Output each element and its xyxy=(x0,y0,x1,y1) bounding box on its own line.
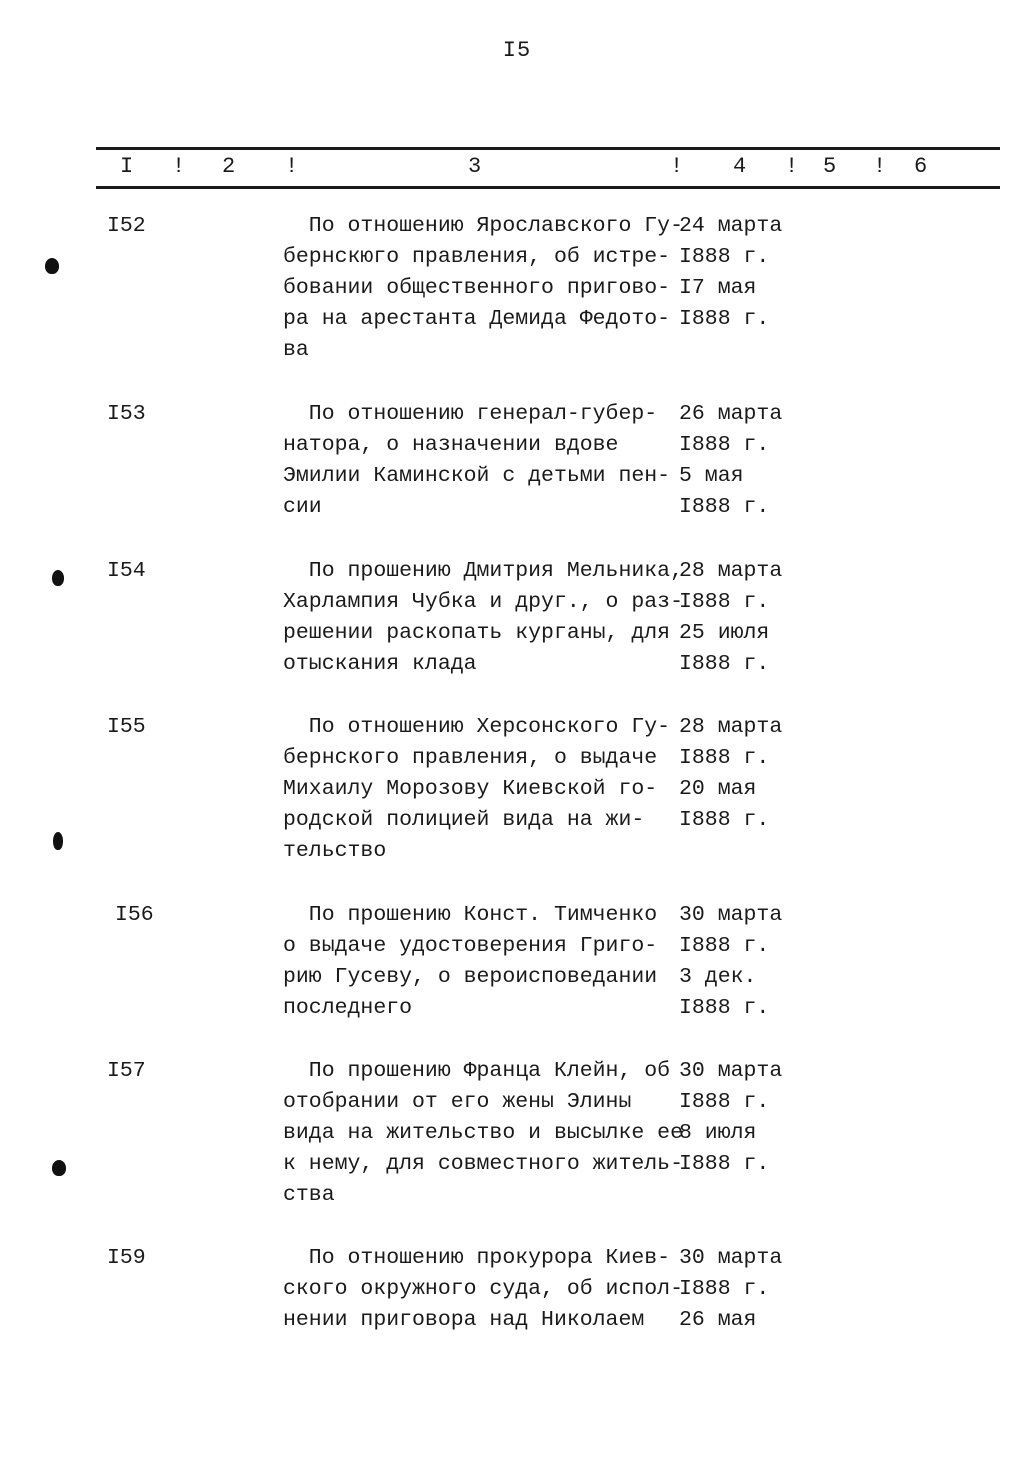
entry-date: I888 г. xyxy=(679,996,770,1020)
entry-text-line: По прошению Дмитрия Мельника, xyxy=(283,559,683,583)
entry-text-line: отыскания клада xyxy=(283,652,477,676)
entry-date: I888 г. xyxy=(679,1090,770,1114)
column-header-4: 4 xyxy=(733,154,747,179)
entry-date: 28 марта xyxy=(679,715,783,739)
entry-text-line: тельство xyxy=(283,839,387,863)
entry-date: 8 июля xyxy=(679,1121,757,1145)
binding-hole-mark xyxy=(52,570,64,586)
binding-hole-mark xyxy=(53,832,63,850)
entry-date: I888 г. xyxy=(679,590,770,614)
entry-text-line: нении приговора над Николаем xyxy=(283,1308,645,1332)
entry-text-line: По отношению прокурора Киев- xyxy=(283,1246,671,1270)
header-bottom-rule xyxy=(96,186,1000,189)
entry-text-line: По отношению генерал-губер- xyxy=(283,402,658,426)
entry-date: I888 г. xyxy=(679,934,770,958)
entry-date: 28 марта xyxy=(679,559,783,583)
entry-text-line: вида на жительство и высылке ее xyxy=(283,1121,683,1145)
entry-date: 26 мая xyxy=(679,1308,757,1332)
entry-text-line: По отношению Ярославского Гу- xyxy=(283,214,683,238)
entry-number: I56 xyxy=(115,903,154,927)
column-separator: ! xyxy=(285,154,299,179)
entry-number: I52 xyxy=(107,214,146,238)
entry-date: I888 г. xyxy=(679,245,770,269)
column-header-3: 3 xyxy=(468,154,482,179)
entry-number: I55 xyxy=(107,715,146,739)
entry-text-line: бернскюго правления, об истре- xyxy=(283,245,671,269)
entry-text-line: к нему, для совместного житель- xyxy=(283,1152,683,1176)
entry-text-line: ра на арестанта Демида Федото- xyxy=(283,307,671,331)
column-header-2: 2 xyxy=(222,154,236,179)
entry-text-line: решении раскопать курганы, для xyxy=(283,621,671,645)
column-separator: ! xyxy=(785,154,799,179)
entry-text-line: последнего xyxy=(283,996,413,1020)
entry-number: I54 xyxy=(107,559,146,583)
table-header xyxy=(0,154,1024,182)
entry-date: 30 марта xyxy=(679,903,783,927)
entry-number: I53 xyxy=(107,402,146,426)
column-separator: ! xyxy=(873,154,887,179)
entry-date: I888 г. xyxy=(679,746,770,770)
entry-date: 25 июля xyxy=(679,621,770,645)
entry-date: 5 мая xyxy=(679,464,744,488)
entry-date: I888 г. xyxy=(679,307,770,331)
entry-text-line: родской полицией вида на жи- xyxy=(283,808,645,832)
entry-text-line: бовании общественного пригово- xyxy=(283,276,671,300)
entry-text-line: По прошению Франца Клейн, об xyxy=(283,1059,671,1083)
entry-text-line: сии xyxy=(283,495,322,519)
column-header-1: I xyxy=(120,154,134,179)
binding-hole-mark xyxy=(52,1160,66,1176)
entry-date: 30 марта xyxy=(679,1246,783,1270)
entry-text-line: о выдаче удостоверения Григо- xyxy=(283,934,658,958)
entry-date: I888 г. xyxy=(679,808,770,832)
header-top-rule xyxy=(96,147,1000,150)
entry-text-line: ского окружного суда, об испол- xyxy=(283,1277,683,1301)
entry-date: 26 марта xyxy=(679,402,783,426)
entry-date: 24 марта xyxy=(679,214,783,238)
page-number: I5 xyxy=(502,38,532,63)
entry-date: I7 мая xyxy=(679,276,757,300)
entry-date: I888 г. xyxy=(679,433,770,457)
entry-date: 3 дек. xyxy=(679,965,757,989)
column-header-6: 6 xyxy=(914,154,928,179)
entry-date: 20 мая xyxy=(679,777,757,801)
entry-text-line: ва xyxy=(283,338,309,362)
entry-text-line: рию Гусеву, о вероисповедании xyxy=(283,965,658,989)
entry-text-line: отобрании от его жены Элины xyxy=(283,1090,632,1114)
column-header-5: 5 xyxy=(823,154,837,179)
entry-date: I888 г. xyxy=(679,1152,770,1176)
binding-hole-mark xyxy=(45,258,59,274)
entry-number: I59 xyxy=(107,1246,146,1270)
entry-date: 30 марта xyxy=(679,1059,783,1083)
entry-text-line: Эмилии Каминской с детьми пен- xyxy=(283,464,671,488)
entry-number: I57 xyxy=(107,1059,146,1083)
entry-text-line: натора, о назначении вдове xyxy=(283,433,619,457)
entry-date: I888 г. xyxy=(679,495,770,519)
entry-text-line: Харлампия Чубка и друг., о раз- xyxy=(283,590,683,614)
entry-text-line: По прошению Конст. Тимченко xyxy=(283,903,658,927)
entry-date: I888 г. xyxy=(679,652,770,676)
column-separator: ! xyxy=(670,154,684,179)
entry-text-line: ства xyxy=(283,1183,335,1207)
entry-text-line: Михаилу Морозову Киевской го- xyxy=(283,777,658,801)
entry-text-line: бернского правления, о выдаче xyxy=(283,746,658,770)
entry-text-line: По отношению Херсонского Гу- xyxy=(283,715,671,739)
column-separator: ! xyxy=(172,154,186,179)
entry-date: I888 г. xyxy=(679,1277,770,1301)
